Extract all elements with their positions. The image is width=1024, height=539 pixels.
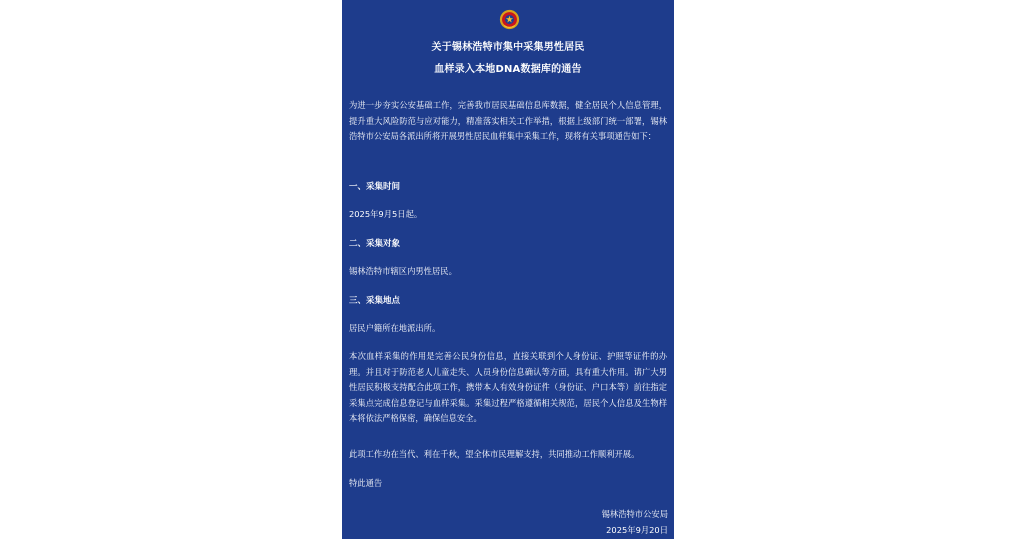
section-heading-target: 二、采集对象 (349, 239, 401, 249)
notice-issuer: 锡林浩特市公安局 (601, 509, 668, 519)
notice-date: 2025年9月20日 (606, 525, 668, 535)
section-text-location: 居民户籍所在地派出所。 (349, 323, 441, 333)
notice-appeal: 此项工作功在当代、利在千秋，望全体市民理解支持，共同推动工作顺利开展。 (349, 449, 640, 459)
notice-title-line-1: 关于锡林浩特市集中采集男性居民 (431, 42, 585, 53)
notice-panel (342, 0, 674, 539)
section-heading-location: 三、采集地点 (349, 296, 401, 306)
notice-intro: 为进一步夯实公安基础工作，完善我市居民基础信息库数据，健全居民个人信息管理，提升重大风险防范与应对能力，精准落实相关工作举措，根据上级部门统一部署，锡林浩特市公安局各派出所将开展男性居民血样集中采集工作，现将有关事项通告如下： (349, 100, 667, 141)
notice-title-line-2: 血样录入本地DNA数据库的通告 (434, 64, 582, 75)
notice-closing: 特此通告 (349, 478, 383, 488)
section-text-target: 锡林浩特市辖区内男性居民。 (349, 266, 457, 276)
section-heading-time: 一、采集时间 (349, 182, 401, 192)
section-text-time: 2025年9月5日起。 (349, 209, 423, 219)
notice-purpose: 本次血样采集的作用是完善公民身份信息，直接关联到个人身份证、护照等证件的办理。并且对于防范老人儿童走失、人员身份信息确认等方面，具有重大作用。请广大男性居民积极支持配合此项工作，携带本人有效身份证件（身份证、户口本等）前往指定采集点完成信息登记与血样采集。采集过程严格遵循相关规范，居民个人信息及生物样本将依法严格保密，确保信息安全。 (349, 351, 667, 423)
police-emblem-icon (499, 9, 520, 30)
